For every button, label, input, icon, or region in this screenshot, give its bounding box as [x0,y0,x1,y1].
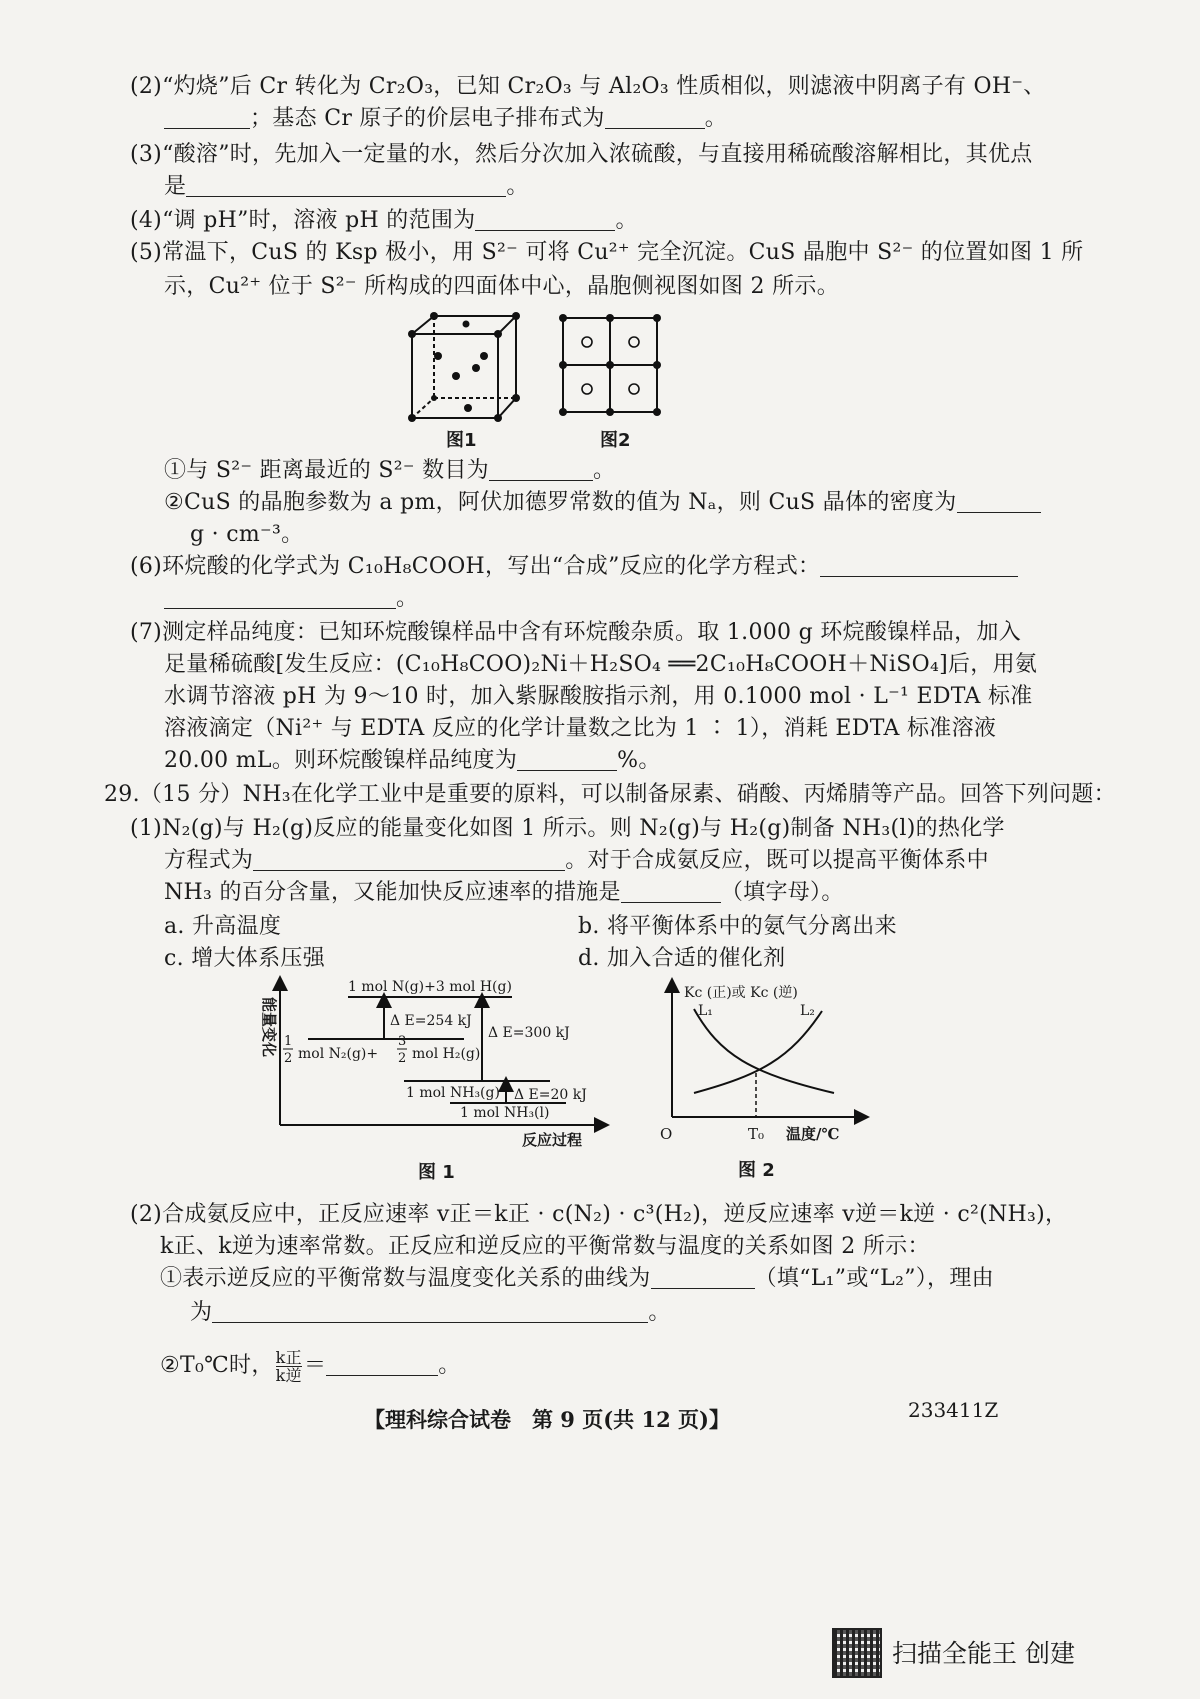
frac-den-1: 2 [284,1051,293,1066]
q6-line2: 。 [164,584,418,614]
q7-line1: (7)测定样品纯度：已知环烷酸镍样品中含有环烷酸杂质。取 1.000 g 环烷酸镍样品，加入 [130,620,1022,645]
q7-line2: 足量稀硫酸[发生反应：(C₁₀H₈COO)₂Ni＋H₂SO₄ ══2C₁₀H₈COOH＋NiSO₄]后，用氨 [164,652,1038,677]
energy-fig-caption: 图 1 [418,1162,455,1183]
q3-line1: (3)“酸溶”时，先加入一定量的水，然后分次加入浓硫酸，与直接用稀硫酸溶解相比，其优点 [130,142,1033,167]
kc-fig-caption: 图 2 [738,1160,775,1181]
fig2-xlabel: 温度/℃ [786,1125,840,1143]
origin-label: O [660,1125,673,1143]
curve-l1-label: L₁ [698,1003,713,1019]
q4-line: (4)“调 pH”时，溶液 pH 的范围为 。 [130,208,638,233]
fig2-caption: 图2 [600,430,631,451]
option-c: c. 增大体系压强 [164,946,326,971]
answer-blank[interactable] [212,1300,648,1323]
fig1-caption: 图1 [446,430,477,451]
q5-sub2: ②CuS 的晶胞参数为 a pm，阿伏加德罗常数的值为 Nₐ，则 CuS 晶体的密度为 [164,488,1041,518]
answer-blank[interactable] [326,1353,438,1376]
answer-blank[interactable] [957,490,1041,513]
q5-line1: (5)常温下，CuS 的 Ksp 极小，用 S²⁻ 可将 Cu²⁺ 完全沉淀。CuS 晶胞中 S²⁻ 的位置如图 1 所 [130,240,1084,265]
fig1-ylabel: 能量变化 [260,997,278,1058]
crystal-cell-figure [408,312,523,422]
page-footer: 【理科综合试卷 第 9 页(共 12 页)】 [364,1407,730,1432]
q3-line2: 是 。 [164,174,529,199]
answer-blank[interactable] [186,174,506,197]
exam-code: 233411Z [908,1398,999,1422]
delta-e-300: Δ E=300 kJ [488,1025,570,1041]
answer-blank[interactable] [621,880,721,903]
q5-line2: 示，Cu²⁺ 位于 S²⁻ 所构成的四面体中心，晶胞侧视图如图 2 所示。 [164,274,840,299]
q29-p2-sub1-reason: 为 。 [190,1300,671,1325]
energy-diagram [250,975,610,1150]
q29-p2-line1: (2)合成氨反应中，正反应速率 v正＝k正 · c(N₂) · c³(H₂)，逆反应速率 v逆＝k逆 · c²(NH₃)， [130,1202,1068,1227]
q5-sub1: ①与 S²⁻ 距离最近的 S²⁻ 数目为 。 [164,458,616,483]
frac-num-1: 1 [284,1034,293,1049]
q7-line3: 水调节溶液 pH 为 9～10 时，加入紫脲酸胺指示剂，用 0.1000 mol · L⁻¹ EDTA 标准 [164,684,1033,709]
answer-blank[interactable] [489,458,593,481]
option-b: b. 将平衡体系中的氨气分离出来 [578,914,897,939]
q2-line2: ；基态 Cr 原子的价层电子排布式为 。 [164,104,727,134]
kc-temperature-chart [650,975,870,1150]
scanner-watermark: 扫描全能王 创建 [892,1639,1075,1668]
q2-line1: (2)“灼烧”后 Cr 转化为 Cr₂O₃，已知 Cr₂O₃ 与 Al₂O₃ 性质相似，则滤液中阴离子有 OH⁻、 [130,74,1046,99]
rate-constant-ratio: $\frac{\text{k正}}{\text{k逆}}$ [275,1347,302,1385]
curve-l2 [694,1011,822,1093]
level-nh3-liquid: 1 mol NH₃(l) [460,1105,550,1121]
answer-blank[interactable] [820,554,1018,577]
option-d: d. 加入合适的催化剂 [578,946,786,971]
delta-e-254: Δ E=254 kJ [390,1013,472,1029]
q29-p1-line3: NH₃ 的百分含量，又能加快反应速率的措施是 （填字母）。 [164,880,844,905]
t0-label: T₀ [748,1125,765,1143]
fig2-ylabel: Kc (正)或 Kc (逆) [684,985,798,1001]
answer-blank[interactable] [605,106,705,129]
option-a: a. 升高温度 [164,914,282,939]
q6-line1: (6)环烷酸的化学式为 C₁₀H₈COOH，写出“合成”反应的化学方程式： [130,552,1018,582]
q5-sub2-unit: g · cm⁻³。 [190,522,304,547]
q7-line4: 溶液滴定（Ni²⁺ 与 EDTA 反应的化学计量数之比为 1 ∶ 1），消耗 EDTA 标准溶液 [164,716,997,741]
q29-p2-sub1: ①表示逆反应的平衡常数与温度变化关系的曲线为 （填“L₁”或“L₂”），理由 [160,1266,994,1291]
q29-title: 29.（15 分）NH₃在化学工业中是重要的原料，可以制备尿素、硝酸、丙烯腈等产品。回答下列问题： [104,782,1116,807]
fig1-xlabel: 反应过程 [522,1131,583,1149]
q29-p1-line1: (1)N₂(g)与 H₂(g)反应的能量变化如图 1 所示。则 N₂(g)与 H₂(g)制备 NH₃(l)的热化学 [130,816,1005,841]
qr-code-icon [832,1628,882,1678]
q29-p1-line2: 方程式为 。对于合成氨反应，既可以提高平衡体系中 [164,848,989,873]
answer-blank[interactable] [253,848,565,871]
frac-den-2: 2 [398,1051,407,1066]
level-atoms: 1 mol N(g)+3 mol H(g) [348,979,512,995]
level-nh3-gas: 1 mol NH₃(g) [406,1085,500,1101]
answer-blank[interactable] [475,208,615,231]
delta-e-20: Δ E=20 kJ [514,1087,587,1103]
answer-blank[interactable] [164,106,250,129]
q29-p2-sub2: ②T₀℃时， $\frac{\text{k正}}{\text{k逆}}$ ＝ 。 [160,1347,461,1385]
frac-num-2: 3 [398,1034,407,1049]
answer-blank[interactable] [651,1266,755,1289]
q7-line5: 20.00 mL。则环烷酸镍样品纯度为 %。 [164,748,661,773]
q29-p2-line2: k正、k逆为速率常数。正反应和逆反应的平衡常数与温度的关系如图 2 所示： [160,1234,930,1259]
answer-blank[interactable] [164,586,396,609]
curve-l1 [694,1009,834,1093]
curve-l2-label: L₂ [800,1003,815,1019]
answer-blank[interactable] [517,748,617,771]
crystal-side-view-figure [557,312,665,420]
level-reactants-b: mol H₂(g) [412,1046,481,1062]
level-reactants-a: mol N₂(g)+ [298,1046,379,1062]
